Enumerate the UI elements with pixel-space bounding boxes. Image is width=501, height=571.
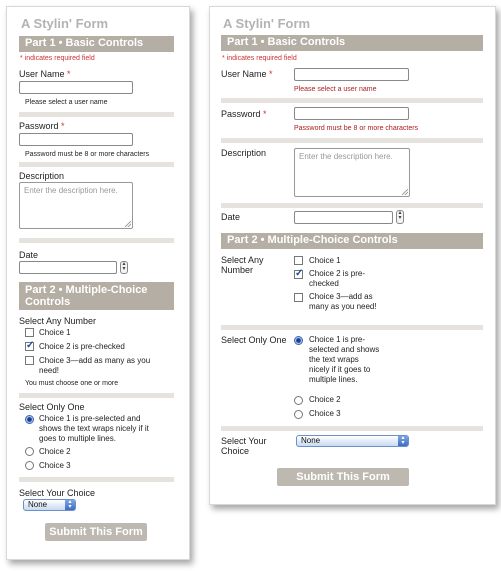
date-stepper-icon[interactable]: ▴ ▾ bbox=[120, 261, 128, 274]
checkbox-label: Choice 2 is pre-checked bbox=[309, 269, 366, 288]
description-textarea[interactable] bbox=[19, 182, 133, 229]
select-one-label: Select Only One bbox=[221, 335, 287, 345]
divider bbox=[221, 203, 483, 208]
radio-label: Choice 2 bbox=[39, 447, 71, 456]
checkbox-label: Choice 1 bbox=[39, 328, 71, 337]
radio-label: Choice 3 bbox=[39, 461, 71, 470]
divider bbox=[221, 138, 483, 143]
required-asterisk: * bbox=[269, 69, 273, 79]
divider bbox=[19, 393, 174, 398]
section-header-part2: Part 2 • Multiple-Choice Controls bbox=[221, 233, 483, 249]
description-placeholder: Enter the description here. bbox=[24, 186, 118, 195]
radio-label: Choice 3 bbox=[309, 409, 341, 418]
form-card-narrow bbox=[6, 6, 190, 560]
password-label: Password * bbox=[19, 121, 65, 131]
radio-label: Choice 1 is pre-selected and shows the text wraps nicely if it goes to multiple lines. bbox=[39, 414, 149, 443]
radio-label: Choice 1 is pre-selected and shows the text wraps nicely if it goes to multiple lines. bbox=[309, 335, 380, 384]
form-title: A Stylin' Form bbox=[223, 16, 311, 31]
radio-choice-3[interactable] bbox=[25, 461, 34, 470]
radio-choice-1[interactable] bbox=[25, 415, 34, 424]
date-label: Date bbox=[221, 212, 241, 222]
divider bbox=[19, 162, 174, 167]
checkbox-label: Choice 3—add as many as you need! bbox=[39, 356, 151, 375]
description-label: Description bbox=[19, 171, 65, 181]
date-label: Date bbox=[19, 250, 39, 260]
description-placeholder: Enter the description here. bbox=[299, 152, 393, 161]
description-textarea[interactable] bbox=[294, 148, 410, 197]
checkbox-choice-1[interactable] bbox=[294, 256, 303, 265]
radio-label: Choice 2 bbox=[309, 395, 341, 404]
checkmark-icon: ✓ bbox=[295, 268, 304, 279]
date-input[interactable] bbox=[294, 211, 393, 224]
checkbox-choice-2[interactable] bbox=[294, 270, 303, 279]
divider bbox=[19, 477, 174, 482]
form-card-wide bbox=[209, 6, 496, 505]
chevron-updown-icon: ▴ ▾ bbox=[65, 500, 75, 510]
username-hint: Please select a user name bbox=[25, 99, 108, 106]
checkmark-icon: ✓ bbox=[26, 340, 35, 351]
checkbox-choice-3[interactable] bbox=[294, 293, 303, 302]
form-title: A Stylin' Form bbox=[21, 16, 109, 31]
checkbox-label: Choice 2 is pre-checked bbox=[39, 342, 125, 351]
checkbox-choice-2[interactable] bbox=[25, 342, 34, 351]
username-input[interactable] bbox=[294, 68, 409, 81]
description-label: Description bbox=[221, 148, 267, 158]
section-header-part1: Part 1 • Basic Controls bbox=[19, 36, 174, 52]
select-choice-label: Select Your Choice bbox=[221, 436, 267, 456]
checkbox-label: Choice 3—add as many as you need! bbox=[309, 292, 377, 311]
select-value: None bbox=[28, 500, 48, 509]
password-input[interactable] bbox=[294, 107, 409, 120]
checkbox-choice-3[interactable] bbox=[25, 356, 34, 365]
password-error: Password must be 8 or more characters bbox=[294, 125, 419, 132]
divider bbox=[221, 98, 483, 103]
choice-select[interactable] bbox=[296, 435, 409, 447]
select-any-label: Select Any Number bbox=[221, 255, 264, 275]
radio-choice-1[interactable] bbox=[294, 336, 303, 345]
section-header-part2: Part 2 • Multiple-Choice Controls bbox=[19, 282, 174, 310]
username-error: Please select a user name bbox=[294, 86, 377, 93]
radio-choice-2[interactable] bbox=[294, 396, 303, 405]
divider bbox=[19, 112, 174, 117]
username-label: User Name * bbox=[221, 69, 273, 79]
checkbox-label: Choice 1 bbox=[309, 256, 341, 265]
password-label: Password * bbox=[221, 109, 267, 119]
required-note: * indicates required field bbox=[20, 55, 95, 62]
checkbox-choice-1[interactable] bbox=[25, 328, 34, 337]
select-one-label: Select Only One bbox=[19, 402, 85, 412]
checkbox-error: You must choose one or more bbox=[25, 380, 119, 387]
password-input[interactable] bbox=[19, 133, 133, 146]
required-asterisk: * bbox=[263, 109, 267, 119]
username-input[interactable] bbox=[19, 81, 133, 94]
submit-button[interactable]: Submit This Form bbox=[277, 468, 409, 486]
date-stepper-icon[interactable]: ▴ ▾ bbox=[396, 210, 404, 224]
select-any-label: Select Any Number bbox=[19, 316, 97, 326]
date-input[interactable] bbox=[19, 261, 117, 274]
resize-grip-icon[interactable] bbox=[125, 221, 131, 227]
resize-grip-icon[interactable] bbox=[402, 189, 408, 195]
required-asterisk: * bbox=[61, 121, 65, 131]
choice-select[interactable] bbox=[23, 499, 76, 511]
password-hint: Password must be 8 or more characters bbox=[25, 151, 150, 158]
radio-choice-3[interactable] bbox=[294, 410, 303, 419]
divider bbox=[221, 426, 483, 431]
section-header-part1: Part 1 • Basic Controls bbox=[221, 35, 483, 51]
divider bbox=[221, 325, 483, 330]
username-label: User Name * bbox=[19, 69, 71, 79]
divider bbox=[19, 238, 174, 243]
required-note: * indicates required field bbox=[222, 55, 297, 62]
select-value: None bbox=[301, 436, 321, 445]
required-asterisk: * bbox=[67, 69, 71, 79]
select-choice-label: Select Your Choice bbox=[19, 488, 96, 498]
radio-choice-2[interactable] bbox=[25, 447, 34, 456]
submit-button[interactable]: Submit This Form bbox=[45, 523, 147, 541]
chevron-updown-icon: ▴ ▾ bbox=[398, 436, 408, 446]
